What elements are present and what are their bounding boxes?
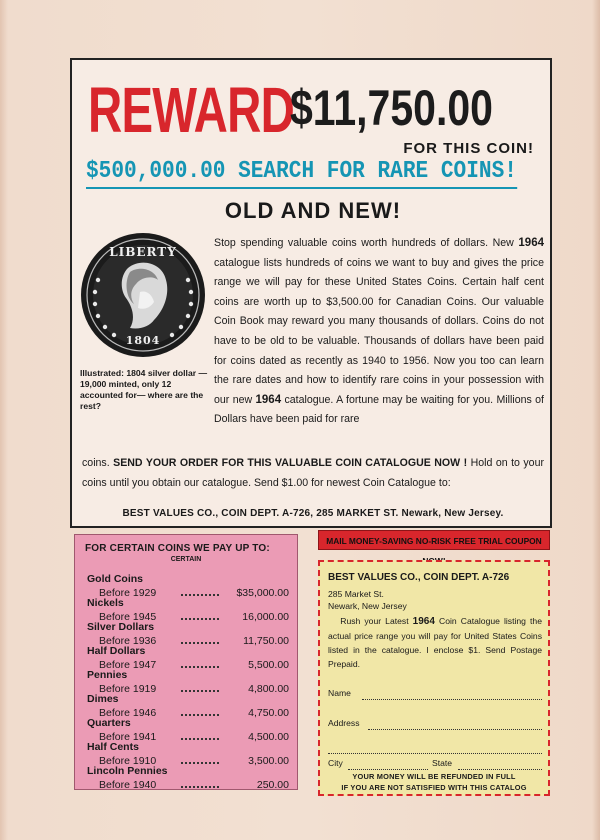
coin-before-year: Before 1945 — [99, 611, 157, 623]
price-list-subheading: CERTAIN — [170, 556, 202, 563]
name-input-line[interactable] — [362, 699, 542, 700]
coin-price: 4,800.00 — [248, 683, 289, 695]
price-list-heading: FOR CERTAIN COINS WE PAY UP TO: — [85, 543, 270, 554]
body-text-part: coins. — [82, 457, 114, 469]
reward-advertisement — [70, 58, 552, 528]
price-row — [87, 765, 289, 795]
coin-before-year: Before 1947 — [99, 659, 157, 671]
liberty-coin-illustration — [80, 232, 206, 358]
state-input-line[interactable] — [458, 769, 542, 770]
coin-type: Half Cents — [87, 741, 139, 753]
reward-amount: $11,750.00 — [290, 80, 493, 136]
coin-type: Gold Coins — [87, 573, 143, 585]
search-rare-coins-text: $500,000.00 SEARCH FOR RARE COINS! — [86, 158, 517, 189]
body-text-part: catalogue lists hundreds of coins we want to buy and gives the price range we will pay for these United States Coins. Certain half cent coins are worth up to $3,500.00 for Canadian Coins. Our valuable Coin Book may reward you many thousands of dollars. Coins do not have to be old to be valuable. Thousands of dollars have been paid for coins dated as recently as 1940 to 1956. Now you too can learn the rare dates and how to identify rare coins in your possession with our new — [214, 256, 544, 406]
body-text-part: Hold on to your coins until you obtain our catalogue. Send $1.00 for newest Coin Catalogue to: — [82, 457, 544, 489]
body-year: 1964 — [255, 393, 282, 406]
name-label: Name — [328, 688, 351, 698]
leader-dots — [181, 762, 219, 764]
coin-type: Pennies — [87, 669, 128, 681]
ad-body-text — [214, 234, 544, 430]
leader-dots — [181, 690, 219, 692]
city-label: City — [328, 758, 343, 768]
mail-coupon-banner: MAIL MONEY-SAVING NO-RISK FREE TRIAL COUPON — [318, 530, 550, 550]
coupon-text-part: Coin Catalogue listing the actual price range you will pay for United States Coins listed in the catalogue. I enclose $1. Send Postage Prepaid. — [328, 616, 542, 669]
coin-type: Nickels — [87, 597, 124, 609]
city-input-line[interactable] — [348, 769, 428, 770]
state-label: State — [432, 758, 453, 768]
city-state-field[interactable] — [328, 758, 542, 772]
coin-before-year: Before 1941 — [99, 731, 157, 743]
coin-year-text: 1804 — [125, 334, 161, 347]
coin-price: 5,500.00 — [248, 659, 289, 671]
coupon-address-line: 285 Market St. — [328, 589, 384, 599]
address-input-line[interactable] — [368, 729, 542, 730]
coupon-address-line: Newark, New Jersey — [328, 601, 407, 611]
coin-price: 16,000.00 — [242, 611, 289, 623]
address-label: Address — [328, 718, 360, 728]
coupon-text-part: Rush your Latest — [340, 616, 413, 626]
ad-body-order-text — [82, 454, 544, 493]
coin-type: Silver Dollars — [87, 621, 155, 633]
for-this-coin-text: FOR THIS COIN! — [403, 140, 534, 157]
name-field[interactable] — [328, 688, 542, 702]
coin-liberty-text: LIBERTY — [109, 245, 177, 259]
leader-dots — [181, 714, 219, 716]
coin-before-year: Before 1940 — [99, 779, 157, 791]
body-text-part: catalogue. A fortune may be waiting for you. Millions of Dollars have been paid for rare — [214, 393, 544, 426]
coin-caption: Illustrated: 1804 silver dollar — 19,000 minted, only 12 accounted for— where are the rest? — [80, 368, 208, 411]
leader-dots — [181, 618, 219, 620]
price-list-box — [74, 534, 298, 790]
leader-dots — [181, 786, 219, 788]
company-address: BEST VALUES CO., COIN DEPT. A-726, 285 MARKET ST. Newark, New Jersey. — [122, 508, 504, 519]
coin-before-year: Before 1936 — [99, 635, 157, 647]
coin-before-year: Before 1910 — [99, 755, 157, 767]
coin-price: 4,500.00 — [248, 731, 289, 743]
address-field[interactable] — [328, 718, 542, 732]
leader-dots — [181, 642, 219, 644]
coin-price: 3,500.00 — [248, 755, 289, 767]
search-rare-coins-line — [86, 158, 517, 185]
refund-line-1: YOUR MONEY WILL BE REFUNDED IN FULL — [352, 772, 516, 781]
address-field-2[interactable] — [328, 742, 542, 756]
coin-price: 250.00 — [256, 779, 289, 791]
reward-headline: REWARD — [88, 74, 295, 146]
coupon-title: BEST VALUES CO., COIN DEPT. A-726 — [328, 572, 510, 583]
leader-dots — [181, 594, 219, 596]
leader-dots — [181, 666, 219, 668]
coupon-address — [328, 588, 407, 612]
address-input-line-2[interactable] — [328, 753, 542, 754]
leader-dots — [181, 738, 219, 740]
coin-type: Half Dollars — [87, 645, 146, 657]
coin-type: Quarters — [87, 717, 131, 729]
order-coupon[interactable] — [318, 560, 550, 796]
coupon-year: 1964 — [412, 616, 435, 627]
body-year: 1964 — [518, 237, 544, 249]
body-text-part: Stop spending valuable coins worth hundreds of dollars. New — [214, 237, 519, 249]
coin-price: $35,000.00 — [236, 587, 289, 599]
coin-price: 11,750.00 — [243, 635, 289, 647]
old-and-new-heading: OLD AND NEW! — [224, 198, 402, 223]
coin-before-year: Before 1929 — [99, 587, 157, 599]
coin-type: Dimes — [87, 693, 119, 705]
refund-line-2: IF YOU ARE NOT SATISFIED WITH THIS CATALOG — [341, 783, 527, 792]
coin-before-year: Before 1946 — [99, 707, 157, 719]
coupon-text — [328, 614, 542, 671]
coin-type: Lincoln Pennies — [87, 765, 168, 777]
send-order-text: SEND YOUR ORDER FOR THIS VALUABLE COIN CATALOGUE NOW ! — [113, 457, 468, 469]
coin-before-year: Before 1919 — [99, 683, 157, 695]
coin-price: 4,750.00 — [248, 707, 289, 719]
